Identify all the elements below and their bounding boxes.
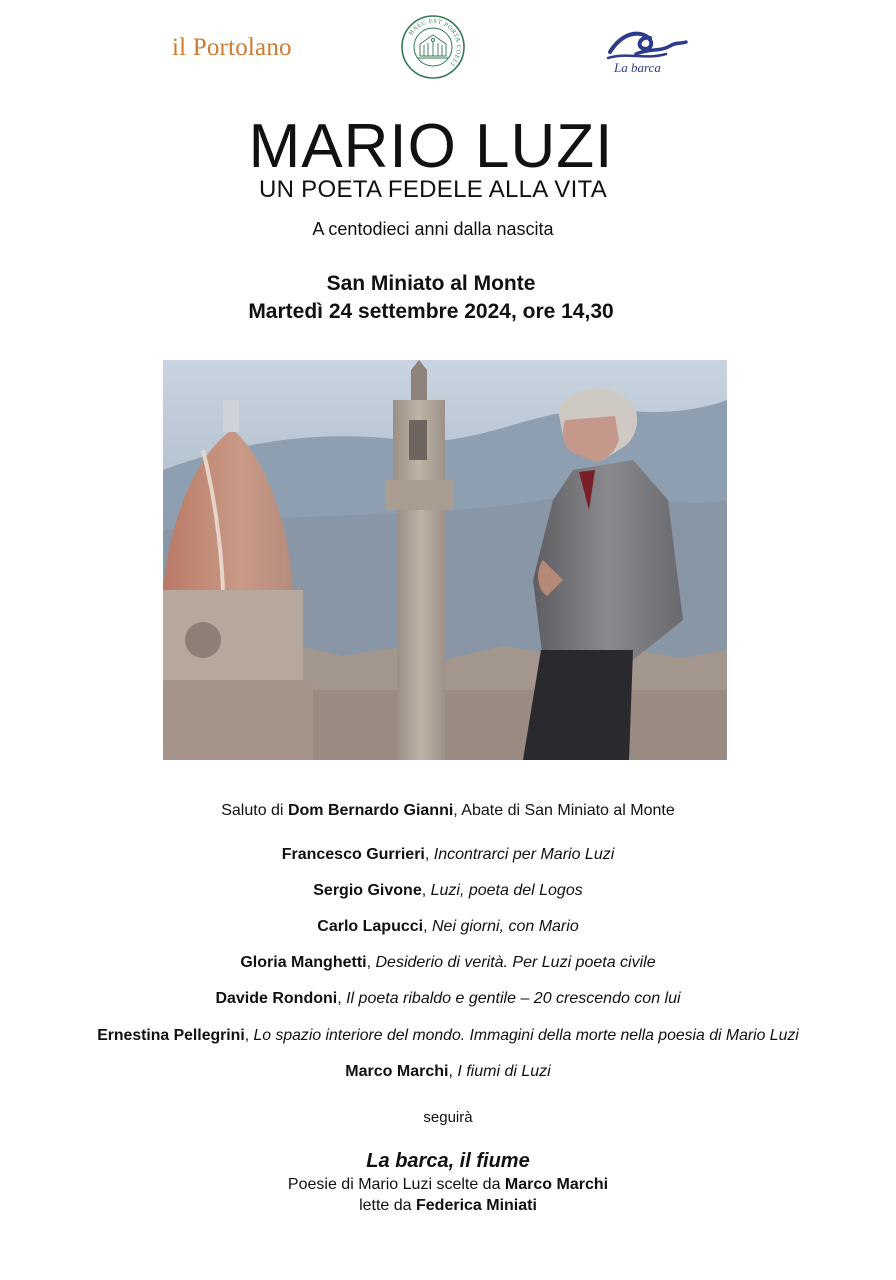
closing-line-2-name: Federica Miniati xyxy=(416,1197,537,1214)
speaker-name: Sergio Givone xyxy=(313,882,422,899)
closing-line-2-prefix: lette da xyxy=(359,1197,416,1214)
abbey-seal-icon xyxy=(400,14,466,80)
poet-photo xyxy=(163,360,727,760)
speaker-name: Davide Rondoni xyxy=(215,990,338,1007)
closing-line-1 xyxy=(0,1175,896,1195)
speaker-talk: Nei giorni, con Mario xyxy=(431,918,579,935)
speaker-row: Carlo Lapucci, Nei giorni, con Mario xyxy=(317,918,579,935)
la-barca-logo-text: La barca xyxy=(614,60,661,75)
event-subtitle: UN POETA FEDELE ALLA VITA xyxy=(258,176,608,203)
greeting-line xyxy=(0,801,896,821)
speaker-talk: Lo spazio interiore del mondo. Immagini della morte nella poesia di Mario Luzi xyxy=(253,1027,799,1044)
speaker-name: Gloria Manghetti xyxy=(240,954,367,971)
speaker-row: Davide Rondoni, Il poeta ribaldo e gentile – 20 crescendo con lui xyxy=(215,990,681,1007)
closing-line-1-name: Marco Marchi xyxy=(504,1176,609,1193)
closing-title: La barca, il fiume xyxy=(366,1150,530,1172)
speaker-name: Ernestina Pellegrini xyxy=(97,1027,245,1044)
speaker-row: Sergio Givone, Luzi, poeta del Logos xyxy=(313,882,583,899)
speaker-talk: I fiumi di Luzi xyxy=(457,1063,551,1080)
closing-line-1-prefix: Poesie di Mario Luzi scelte da xyxy=(287,1176,505,1193)
la-barca-logo xyxy=(606,22,690,80)
speaker-talk: Incontrarci per Mario Luzi xyxy=(433,846,615,863)
event-datetime: Martedì 24 settembre 2024, ore 14,30 xyxy=(248,300,614,323)
speaker-talk: Desiderio di verità. Per Luzi poeta civile xyxy=(375,954,656,971)
greeting-prefix: Saluto di xyxy=(221,802,288,819)
closing-line-2 xyxy=(0,1196,896,1216)
speaker-row: Ernestina Pellegrini, Lo spazio interiore del mondo. Immagini della morte nella poesia di Mario Luzi xyxy=(97,1027,799,1044)
speaker-name: Francesco Gurrieri xyxy=(281,846,425,863)
speaker-row: Francesco Gurrieri, Incontrarci per Mario Luzi xyxy=(281,846,615,863)
speaker-talk: Il poeta ribaldo e gentile – 20 crescendo con lui xyxy=(346,990,681,1007)
florence-skyline-illustration xyxy=(163,360,727,760)
speaker-row: Marco Marchi, I fiumi di Luzi xyxy=(345,1063,551,1080)
svg-text:HAEC EST PORTA COELI: HAEC EST PORTA COELI xyxy=(407,17,463,68)
follows-label: seguirà xyxy=(423,1109,473,1126)
wave-icon xyxy=(606,22,690,62)
greeting-name: Dom Bernardo Gianni xyxy=(287,802,454,819)
event-venue: San Miniato al Monte xyxy=(326,272,536,295)
event-title: MARIO LUZI xyxy=(248,112,614,181)
speaker-name: Marco Marchi xyxy=(345,1063,449,1080)
speaker-name: Carlo Lapucci xyxy=(317,918,424,935)
event-tagline: A centodieci anni dalla nascita xyxy=(312,219,554,239)
greeting-suffix: , Abate di San Miniato al Monte xyxy=(453,802,675,819)
speaker-talk: Luzi, poeta del Logos xyxy=(430,882,583,899)
event-place-date xyxy=(0,270,862,326)
speaker-row: Gloria Manghetti, Desiderio di verità. Per Luzi poeta civile xyxy=(240,954,656,971)
il-portolano-logo: il Portolano xyxy=(172,34,292,61)
